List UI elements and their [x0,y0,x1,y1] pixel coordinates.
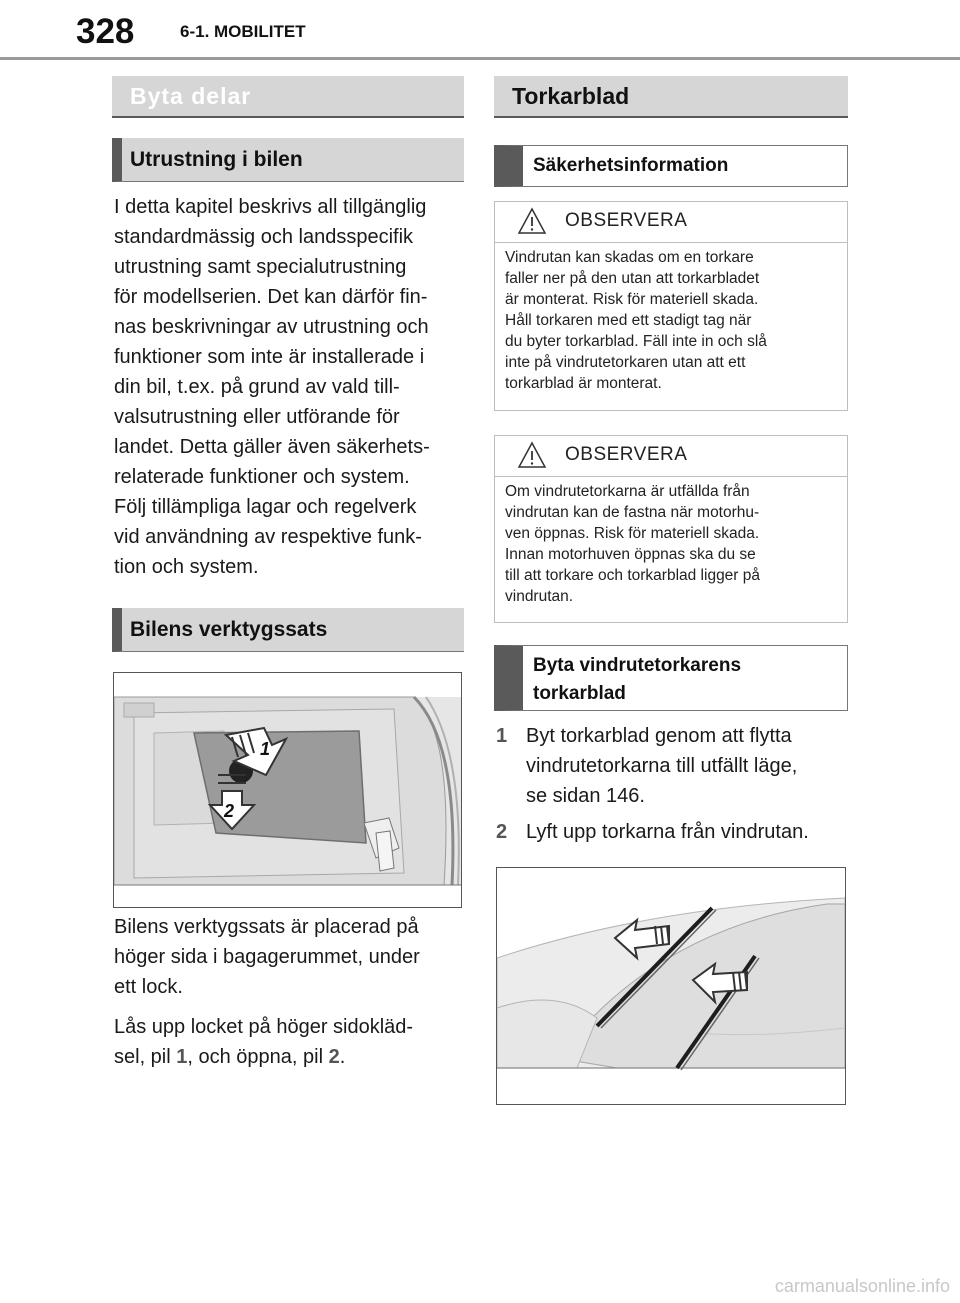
intro-line: tion och system. [114,556,259,578]
warning-line: vindrutan kan de fastna när motorhu- [505,504,760,521]
intro-line: Följ tillämpliga lagar och regelverk [114,496,417,518]
intro-line: I detta kapitel beskrivs all tillgänglig [114,196,427,218]
toolkit-drawing [114,673,461,907]
warning-line: faller ner på den utan att torkarbladet [505,270,760,287]
warning-title: OBSERVERA [565,210,688,231]
unlock-text: . [339,1046,346,1068]
warning-text [495,243,847,398]
toolkit-illustration [113,672,462,908]
warning-line: Håll torkaren med ett stadigt tag när [505,312,752,329]
wiper-drawing [497,868,845,1104]
replace-title [533,652,741,708]
intro-line: funktioner som inte är installerade i [114,346,425,368]
step-line: vindrutetorkarna till utfällt läge, [526,755,798,777]
intro-line: din bil, t.ex. på grund av vald till- [114,376,400,398]
warning-line: är monterat. Risk för materiell skada. [505,291,759,308]
step-number: 2 [496,821,508,843]
toolkit-line: ett lock. [114,976,183,998]
subsection-utrustning [112,138,464,182]
intro-line: standardmässig och landsspecifik [114,226,414,248]
step-line: se sidan 146. [526,785,645,807]
step-line: Lyft upp torkarna från vindrutan. [526,821,809,843]
intro-line: för modellserien. Det kan därför fin- [114,286,428,308]
unlock-line: Lås upp locket på höger sidokläd- [114,1016,414,1038]
intro-line: vid användning av respektive funk- [114,526,422,548]
section-torkarblad [494,76,848,118]
header-divider [0,57,960,60]
toolkit-line: Bilens verktygssats är placerad på [114,916,419,938]
watermark: carmanualsonline.info [774,1276,950,1296]
toolkit-line: höger sida i bagagerummet, under [114,946,420,968]
arrow-2-label: 2 [224,801,235,821]
intro-line: relaterade funktioner och system. [114,466,410,488]
safety-info-box [494,145,848,187]
step-text [526,817,809,847]
warning-box-1 [494,201,848,411]
intro-line: landet. Detta gäller även säkerhets- [114,436,430,458]
subsection-title: Utrustning i bilen [130,148,303,171]
replace-title-line: Byta vindrutetorkarens [533,655,742,676]
warning-line: torkarblad är monterat. [505,375,662,392]
intro-line: utrustning samt specialutrustning [114,256,407,278]
subsection-title: Bilens verktygssats [130,618,328,641]
warning-triangle-icon [517,206,547,236]
step-text [526,721,797,811]
intro-line: nas beskrivningar av utrustning och [114,316,429,338]
unlock-line-2 [114,1042,466,1072]
subsection-verktygssats [112,608,464,652]
step-number: 1 [496,725,508,747]
step-1 [496,721,856,813]
warning-line: ven öppnas. Risk för materiell skada. [505,525,760,542]
intro-line: valsutrustning eller utförande för [114,406,400,428]
arrow-ref-1: 1 [176,1046,188,1068]
safety-title: Säkerhetsinformation [533,155,729,176]
arrow-ref-2: 2 [328,1046,340,1068]
unlock-text: sel, pil [114,1046,177,1068]
warning-line: Vindrutan kan skadas om en torkare [505,249,754,266]
warning-line: till att torkare och torkarblad ligger på [505,567,761,584]
arrow-1-label: 1 [260,739,271,759]
replace-wiper-box [494,645,848,711]
intro-paragraph [114,192,466,582]
section-byta-delar [112,76,464,118]
section-title: Torkarblad [512,83,630,109]
replace-title-line: torkarblad [533,683,626,704]
warning-line: vindrutan. [505,588,574,605]
warning-line: inte på vindrutetorkaren utan att ett [505,354,746,371]
unlock-text: , och öppna, pil [187,1046,329,1068]
step-2 [496,817,856,849]
warning-line: Om vindrutetorkarna är utfällda från [505,483,750,500]
warning-text [495,477,847,611]
warning-header [495,202,847,243]
section-title: Byta delar [130,83,252,109]
warning-line: Innan motorhuven öppnas ska du se [505,546,756,563]
chapter-title: 6-1. MOBILITET [180,22,306,41]
warning-title: OBSERVERA [565,444,688,465]
toolkit-paragraph [114,912,466,1002]
unlock-paragraph [114,1012,466,1072]
warning-header [495,436,847,477]
warning-box-2 [494,435,848,623]
warning-triangle-icon [517,440,547,470]
wiper-illustration [496,867,846,1105]
page-number: 328 [76,12,135,51]
step-line: Byt torkarblad genom att flytta [526,725,792,747]
warning-line: du byter torkarblad. Fäll inte in och slå [505,333,767,350]
